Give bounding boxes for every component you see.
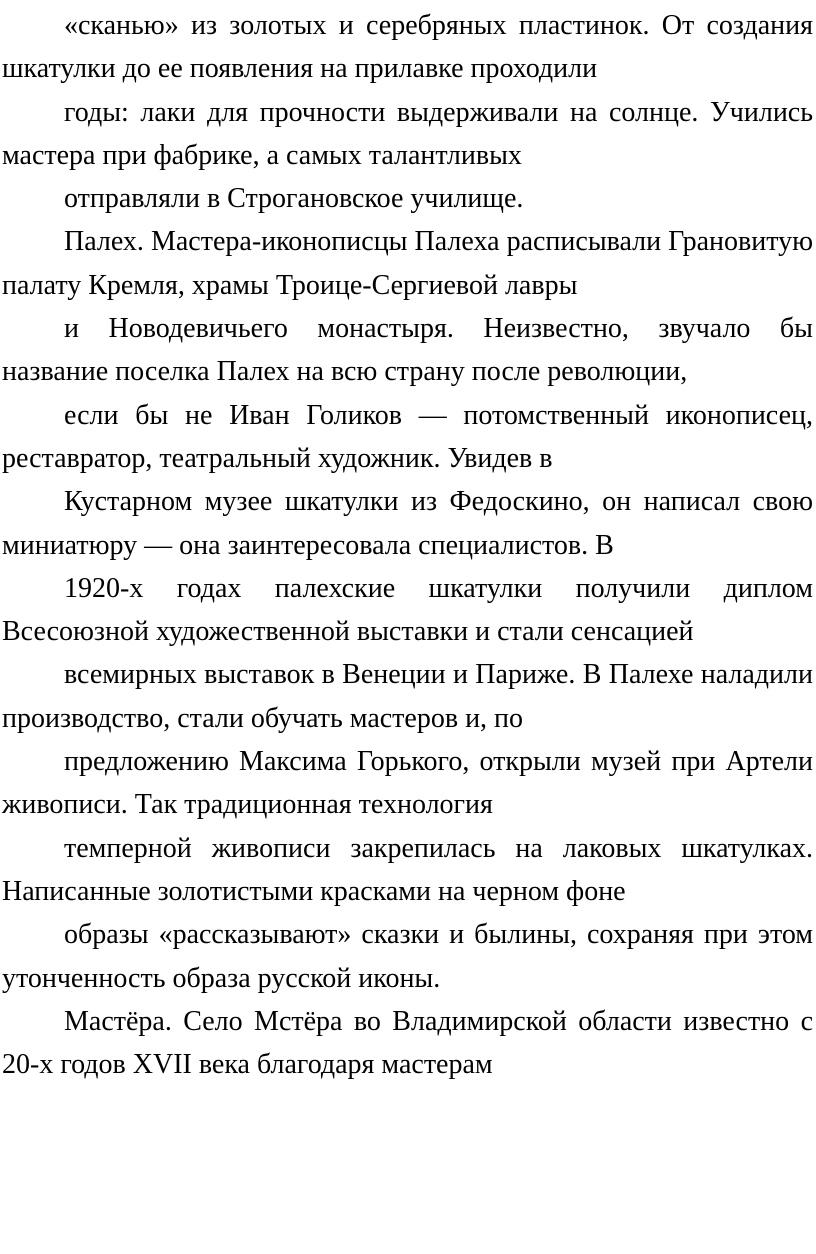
paragraph-8: 1920-х годах палехские шкатулки получили диплом Всесоюзной художественной выставки и стали сенсацией bbox=[2, 572, 813, 648]
paragraph-11: темперной живописи закрепилась на лаковых шкатулках. Написанные золотистыми красками на черном фоне bbox=[2, 832, 813, 907]
document-page bbox=[0, 4, 816, 1254]
paragraph-5: и Новодевичьего монастыря. Неизвестно, звучало бы название поселка Палех на всю страну после революции, bbox=[2, 313, 813, 388]
paragraph-4: Палех. Мастера-иконописцы Палеха расписывали Грановитую палату Кремля, храмы Троице-Сергиевой лавры bbox=[2, 226, 813, 301]
paragraph-6: если бы не Иван Голиков — потомственный иконописец, реставратор, театральный художник. Увидев в bbox=[2, 399, 813, 474]
paragraph-7: Кустарном музее шкатулки из Федоскино, он написал свою миниатюру — она заинтересовала специалистов. В bbox=[2, 486, 813, 561]
paragraph-13: Мастёра. Село Мстёра во Владимирской области известно с 20-х годов XVII века благодаря мастерам bbox=[2, 1005, 813, 1081]
paragraph-1: «сканью» из золотых и серебряных пластинок. От создания шкатулки до ее появления на прилавке проходили bbox=[2, 10, 813, 85]
paragraph-9: всемирных выставок в Венеции и Париже. В Палехе наладили производство, стали обучать мастеров и, по bbox=[2, 659, 813, 734]
paragraph-12: образы «рассказывают» сказки и былины, сохраняя при этом утонченность образа русской иконы. bbox=[2, 919, 813, 994]
paragraph-10: предложению Максима Горького, открыли музей при Артели живописи. Так традиционная технология bbox=[2, 746, 813, 821]
paragraph-3: отправляли в Строгановское училище. bbox=[64, 183, 524, 215]
paragraph-2: годы: лаки для прочности выдерживали на солнце. Учились мастера при фабрике, а самых талантливых bbox=[2, 96, 813, 171]
